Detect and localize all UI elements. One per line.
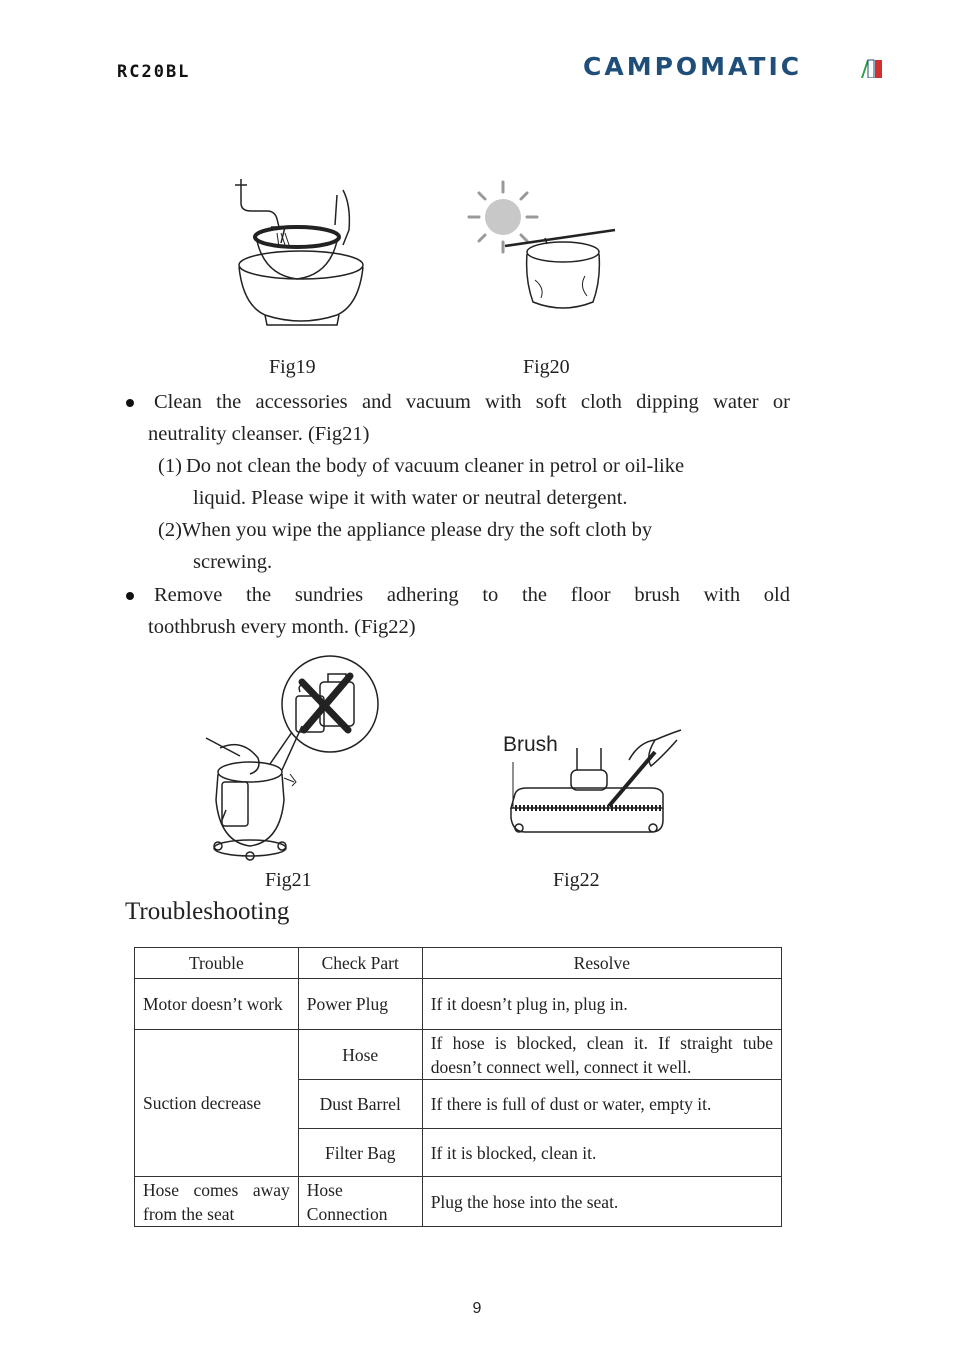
model-name: RC20BL	[117, 62, 191, 82]
resolve-cell: If hose is blocked, clean it. If straight tube doesn’t connect well, connect it well.	[422, 1030, 781, 1080]
check-part-cell: Power Plug	[298, 979, 422, 1030]
resolve-cell: If it doesn’t plug in, plug in.	[422, 979, 781, 1030]
bullet-marker	[126, 399, 134, 407]
resolve-cell: If there is full of dust or water, empty it.	[422, 1080, 781, 1129]
fig22-illustration	[505, 728, 685, 843]
check-part-cell: Dust Barrel	[298, 1080, 422, 1129]
brand-logo-text: CAMPOMATIC	[583, 52, 803, 81]
bullet2-line1: Remove the sundries adhering to the floor brush with old	[154, 584, 790, 606]
table-row	[135, 1177, 782, 1227]
table-row	[135, 979, 782, 1030]
item1-line2: liquid. Please wipe it with water or neutral detergent.	[193, 487, 628, 509]
check-part-cell: Filter Bag	[298, 1129, 422, 1177]
resolve-cell: If it is blocked, clean it.	[422, 1129, 781, 1177]
bullet1-line2: neutrality cleanser. (Fig21)	[148, 423, 370, 445]
table-header-row	[135, 948, 782, 979]
trouble-cell: Suction decrease	[135, 1030, 299, 1177]
fig20-illustration	[465, 180, 625, 320]
fig20-caption: Fig20	[523, 356, 570, 378]
fig19-illustration	[225, 175, 370, 330]
item1-line1: (1) Do not clean the body of vacuum cleaner in petrol or oil-like	[158, 455, 685, 477]
item2-line1: (2)When you wipe the appliance please dry the soft cloth by	[158, 519, 653, 541]
troubleshooting-heading: Troubleshooting	[125, 898, 290, 925]
troubleshooting-table	[134, 947, 782, 1227]
fig21-caption: Fig21	[265, 869, 312, 891]
bullet1-line1: Clean the accessories and vacuum with soft cloth dipping water or	[154, 391, 790, 413]
bullet-marker	[126, 592, 134, 600]
header-resolve: Resolve	[422, 948, 781, 979]
bullet2-line2: toothbrush every month. (Fig22)	[148, 616, 416, 638]
resolve-cell: Plug the hose into the seat.	[422, 1177, 781, 1227]
brush-label: Brush	[503, 733, 558, 756]
page-number: 9	[472, 1300, 482, 1317]
header-trouble: Trouble	[135, 948, 299, 979]
trouble-cell: Hose comes away from the seat	[135, 1177, 299, 1227]
trouble-cell: Motor doesn’t work	[135, 979, 299, 1030]
fig21-illustration	[200, 652, 385, 867]
fig22-caption: Fig22	[553, 869, 600, 891]
check-part-cell: Hose Connection	[298, 1177, 422, 1227]
table-row	[135, 1030, 782, 1080]
item2-line2: screwing.	[193, 551, 273, 573]
check-part-cell: Hose	[298, 1030, 422, 1080]
header-check-part: Check Part	[298, 948, 422, 979]
italy-flag-icon	[859, 58, 883, 78]
fig19-caption: Fig19	[269, 356, 316, 378]
